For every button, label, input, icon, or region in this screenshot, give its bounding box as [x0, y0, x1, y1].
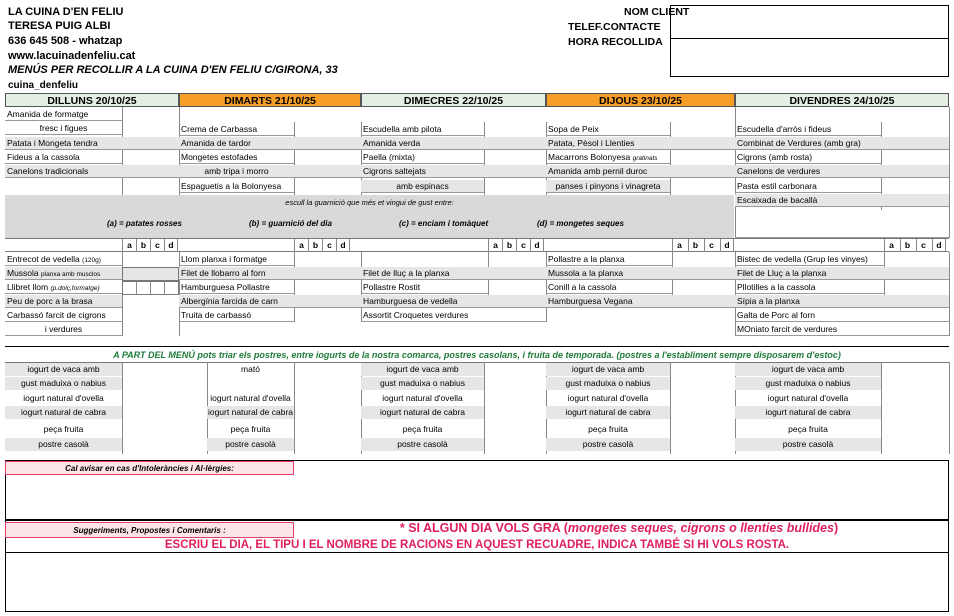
suggestions-label: Suggeriments, Propostes i Comentaris :	[5, 522, 294, 538]
second-course-note: (p.dolç,formatge)	[50, 285, 100, 292]
second-course-item: Pllotilles a la cassola	[735, 281, 884, 294]
letter-b: b	[136, 239, 150, 252]
second-course-item: Filet de lluç a la planxa	[361, 267, 488, 280]
dessert-item: iogurt natural d'ovella	[210, 393, 291, 403]
second-course-item: Galta de Porc al forn	[735, 309, 949, 322]
dessert-item: iogurt natural d'ovella	[567, 393, 649, 403]
first-course-item: Sopa de Peix	[546, 123, 670, 136]
letter-a: a	[122, 239, 136, 252]
quantity-box[interactable]	[122, 165, 179, 178]
divider	[5, 552, 949, 553]
first-course-item: Amanida verda	[361, 137, 484, 150]
first-course-item: amb espinacs	[361, 180, 484, 193]
letter-a: a	[672, 239, 686, 252]
divider	[294, 252, 295, 322]
day-header-thursday: DIJOUS 23/10/25	[546, 93, 735, 107]
quantity-box[interactable]	[484, 137, 546, 150]
second-course-item: Pollastre a la planxa	[546, 253, 672, 266]
letter-b: b	[308, 239, 322, 252]
client-box-divider	[670, 38, 949, 39]
quantity-box[interactable]	[881, 165, 949, 178]
letter-a: a	[884, 239, 898, 252]
dessert-item: peça fruita	[402, 424, 443, 434]
quantity-box[interactable]	[881, 137, 949, 150]
divider	[5, 346, 949, 347]
dessert-item: iogurt de vaca amb	[546, 363, 670, 376]
gra-note-prefix: * SI ALGUN DIA VOLS GRA (	[399, 521, 568, 535]
first-course-item: Fideus a la cassola	[5, 151, 122, 164]
dessert-item: gust maduixa o nabius	[5, 377, 122, 390]
day-header-friday: DIVENDRES 24/10/25	[735, 93, 949, 107]
garnish-legend-a: (a) = patates rosses	[107, 219, 182, 228]
first-course-item: fresc i figues	[5, 122, 122, 135]
letter-d: d	[530, 239, 544, 252]
first-course-item: Cigrons saltejats	[361, 165, 484, 178]
first-course-item: Patata, Pèsol i Llenties	[546, 137, 670, 150]
dessert-item: iogurt natural de cabra	[361, 406, 484, 419]
second-course-item: Hamburguesa Vegana	[546, 295, 672, 308]
second-course-item: Peu de porc a la brasa	[5, 295, 122, 308]
first-course-item: Cigrons (amb rosta)	[735, 151, 881, 164]
pickup-time-label: HORA RECOLLIDA	[568, 36, 663, 48]
letter-d: d	[720, 239, 734, 252]
letter-b: b	[688, 239, 702, 252]
garnish-legend-d: (d) = mongetes seques	[537, 219, 624, 228]
divider	[484, 122, 485, 195]
letter-c: c	[704, 239, 718, 252]
divider	[122, 107, 123, 195]
dessert-item: gust maduixa o nabius	[361, 377, 484, 390]
dessert-item: iogurt natural d'ovella	[23, 393, 104, 403]
divider	[670, 362, 671, 454]
dessert-item: postre casolà	[207, 438, 294, 451]
second-course-item: Bistec de vedella (Grup les vinyes)	[735, 253, 884, 266]
divider	[122, 362, 123, 454]
first-course-item: Amanida de formatge	[5, 108, 122, 121]
first-course-item: amb tripa i morro	[179, 165, 294, 178]
letter-c: c	[516, 239, 530, 252]
letter-a: a	[488, 239, 502, 252]
first-course-item: Patata i Mongeta tendra	[5, 137, 122, 150]
divider	[881, 362, 882, 454]
quantity-box[interactable]	[294, 295, 361, 308]
quantity-box[interactable]	[122, 137, 179, 150]
second-course-item	[5, 267, 122, 280]
quantity-box[interactable]	[488, 295, 546, 308]
desserts-intro: A PART DEL MENÚ pots triar els postres, entre iogurts de la nostra comarca, postres casolans, i fruita de temporada. (postres a l'establiment sempre disposarem d'estoc)	[113, 350, 841, 360]
second-course-name: Llibret llom	[7, 282, 49, 292]
client-phone-label: TELEF.CONTACTE	[568, 21, 661, 33]
quantity-box[interactable]	[484, 165, 546, 178]
second-course-item: Filet de Lluç a la planxa	[735, 267, 884, 280]
dessert-item: gust maduixa o nabius	[546, 377, 670, 390]
second-course-name: Mussola	[7, 268, 39, 278]
first-course-item: panses i pinyons i vinagreta	[546, 180, 670, 193]
second-course-item: Hamburguesa Pollastre	[179, 281, 294, 294]
dessert-item: postre casolà	[546, 438, 670, 451]
friday-extra-box	[735, 209, 949, 238]
website[interactable]: www.lacuinadenfeliu.cat	[8, 50, 136, 62]
gra-note	[294, 521, 944, 535]
phone: 636 645 508 - whatzap	[8, 35, 123, 47]
first-course-item: Amanida amb pernil duroc	[546, 165, 670, 178]
second-course-item: Llom planxa i formatge	[179, 253, 294, 266]
letter-c: c	[150, 239, 164, 252]
dessert-item: iogurt de vaca amb	[5, 363, 122, 376]
first-course-item: Pasta estil carbonara	[735, 180, 881, 193]
first-course-name: Macarrons Bolonyesa	[548, 152, 631, 162]
dessert-item: gust maduixa o nabius	[735, 377, 881, 390]
first-course-item: Escaixada de bacallà	[735, 194, 881, 207]
second-course-item: Mussola a la planxa	[546, 267, 672, 280]
first-course-note: gratinats	[632, 155, 658, 162]
dessert-item: iogurt natural d'ovella	[767, 393, 849, 403]
quantity-box[interactable]	[294, 137, 361, 150]
second-course-item: i verdures	[5, 323, 122, 336]
day-header-tuesday: DIMARTS 21/10/25	[179, 93, 361, 107]
day-header-wednesday: DIMECRES 22/10/25	[361, 93, 546, 107]
gra-note-suffix: )	[833, 521, 839, 535]
divider	[136, 281, 137, 295]
divider	[294, 362, 295, 454]
divider	[150, 281, 151, 295]
second-course-note: (120g)	[82, 257, 101, 264]
day-header-monday: DILLUNS 20/10/25	[5, 93, 179, 107]
first-course-item: Canelons de verdures	[735, 165, 881, 178]
second-course-item: Pollastre Rostit	[361, 281, 488, 294]
allergy-label: Cal avisar en cas d'Intoleràncies i Al·lèrgies:	[5, 461, 294, 475]
dessert-item: postre casolà	[361, 438, 484, 451]
dessert-item: postre casolà	[5, 438, 122, 451]
first-course-item: Crema de Carbassa	[179, 123, 294, 136]
dessert-item: iogurt de vaca amb	[735, 363, 881, 376]
dessert-item: iogurt natural d'ovella	[382, 393, 463, 403]
second-course-note: planxa amb musclos	[41, 271, 101, 278]
quantity-box[interactable]	[670, 137, 735, 150]
dessert-item: mató	[241, 364, 260, 374]
divider	[294, 122, 295, 195]
dessert-item: peça fruita	[588, 424, 628, 434]
first-course-item: Amanida de tardor	[179, 137, 294, 150]
dessert-item: iogurt natural de cabra	[546, 406, 670, 419]
second-course-item	[5, 253, 122, 266]
second-course-item: Sípia a la planxa	[735, 295, 884, 308]
letter-c: c	[322, 239, 336, 252]
garnish-legend-b: (b) = guarnició del dia	[249, 219, 332, 228]
garnish-intro: escull la guarnició que més et vingui de gust entre:	[285, 198, 454, 207]
letter-c: c	[916, 239, 930, 252]
dessert-item: iogurt de vaca amb	[361, 363, 484, 376]
second-course-item	[5, 281, 122, 294]
letter-b: b	[502, 239, 516, 252]
first-course-item: Mongetes estofades	[179, 151, 294, 164]
dessert-item: peça fruita	[788, 424, 828, 434]
second-course-item: Hamburguesa de vedella	[361, 295, 488, 308]
second-course-item: Albergínia farcida de carn	[179, 295, 294, 308]
dessert-item: peça fruita	[43, 424, 84, 434]
divider	[670, 122, 671, 195]
gra-instructions: ESCRIU EL DIA, EL TIPU I EL NOMBRE DE RACIONS EN AQUEST RECUADRE, INDICA TAMBÉ SI HI VOLS ROSTA.	[164, 539, 790, 551]
owner-name: TERESA PUIG ALBI	[8, 20, 111, 32]
first-course-item: Canelons tradicionals	[5, 165, 122, 178]
letter-b: b	[900, 239, 914, 252]
quantity-box[interactable]	[881, 194, 949, 207]
first-course-item: Paella (mixta)	[361, 151, 484, 164]
dessert-item: postre casolà	[735, 438, 881, 451]
second-course-item: MOniato farcit de verdures	[735, 323, 949, 336]
social-handle: cuina_denfeliu	[8, 80, 79, 91]
garnish-legend-c: (c) = enciam i tomàquet	[399, 219, 489, 228]
letter-d: d	[336, 239, 350, 252]
first-course-item	[546, 151, 670, 164]
letter-d: d	[932, 239, 946, 252]
client-name-label: NOM CLIENT	[624, 6, 690, 18]
divider	[484, 362, 485, 454]
divider	[949, 252, 950, 336]
quantity-box[interactable]	[670, 165, 735, 178]
client-info-box[interactable]	[670, 5, 949, 77]
first-course-item: Escudella amb pilota	[361, 123, 484, 136]
first-course-item: Escudella d'arròs i fideus	[735, 123, 881, 136]
second-course-item: Conill a la cassola	[546, 281, 672, 294]
divider	[949, 362, 950, 454]
dessert-item: peça fruita	[230, 424, 271, 434]
dessert-item: iogurt natural de cabra	[5, 406, 122, 419]
quantity-box[interactable]	[488, 267, 546, 280]
first-course-item: Combinat de Verdures (amb gra)	[735, 137, 881, 150]
gra-note-options: mongetes seques, cigrons o llenties bullides	[567, 521, 834, 535]
second-course-item: Truita de carbassó	[179, 309, 294, 322]
second-course-item: Assortit Croquetes verdures	[361, 309, 546, 322]
letter-d: d	[164, 239, 178, 252]
quantity-box[interactable]	[672, 267, 735, 280]
quantity-box[interactable]	[884, 295, 949, 308]
first-course-item: Espaguetis a la Bolonyesa	[179, 180, 294, 193]
second-course-item: Filet de llobarro al forn	[179, 267, 294, 280]
quantity-box[interactable]	[884, 267, 949, 280]
dessert-item: iogurt natural de cabra	[207, 407, 294, 417]
divider	[164, 281, 165, 295]
quantity-box[interactable]	[294, 165, 361, 178]
second-course-item: Carbassó farcit de cigrons	[5, 309, 122, 322]
tagline: MENÚS PER RECOLLIR A LA CUINA D'EN FELIU C/GIRONA, 33	[8, 64, 338, 76]
quantity-box[interactable]	[294, 267, 361, 280]
business-name: LA CUINA D'EN FELIU	[8, 6, 124, 18]
dessert-item: iogurt natural de cabra	[735, 406, 881, 419]
quantity-box[interactable]	[672, 295, 735, 308]
letter-a: a	[294, 239, 308, 252]
garnish-check-row[interactable]	[122, 267, 179, 281]
divider	[949, 107, 950, 238]
second-course-name: Entrecot de vedella	[7, 254, 80, 264]
